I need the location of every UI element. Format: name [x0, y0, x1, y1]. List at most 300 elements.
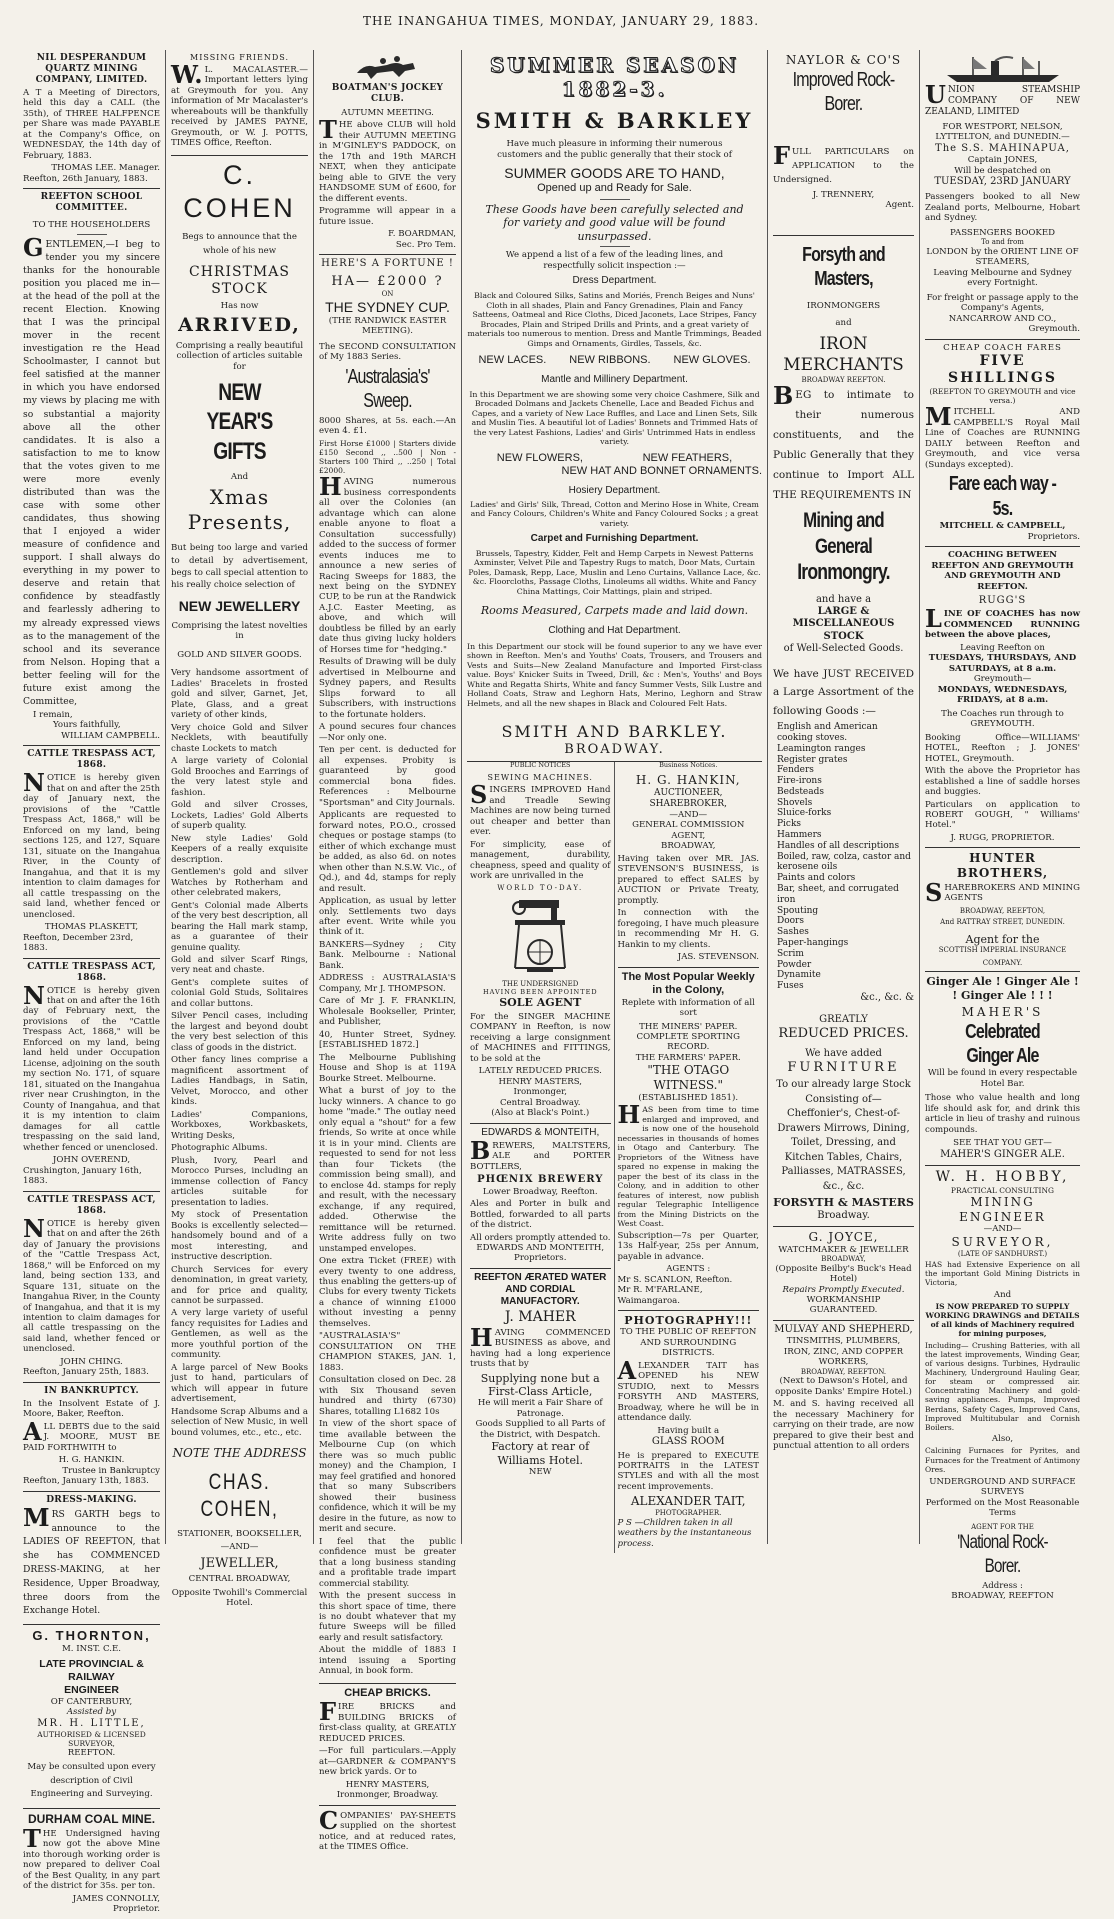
ad-line: All orders promptly attended to.	[470, 1232, 611, 1243]
ad-line: Xmas Presents,	[187, 485, 292, 534]
ad-line: ON	[381, 290, 394, 299]
ad-body: HAVING COMMENCED BUSINESS as above, and having had a long experience trusts that by	[470, 1322, 611, 1370]
goods-list-item: Register grates	[777, 754, 848, 765]
ad-body: Consultation closed on Dec. 28 with Six Thousand seven hundred and thirty (6730) Shares, totalling L1682 10s	[319, 1375, 456, 1417]
ad-title: CATTLE TRESPASS ACT, 1868.	[27, 749, 156, 771]
missing-friends-ad	[171, 50, 308, 156]
ad-body: HAS been from time to time enlarged and improved, and is now one of the household necessaries in thousands of homes in Otago and Canterbury. The Proprietors of the Witness have spared no expense in making the paper the best of its class in the Colony, and in addition to other features of interest, now publish regular Telegraphic Intelligence from the Mining Districts on the West Coast.	[617, 1100, 759, 1229]
ad-line: NEW	[528, 1467, 552, 1478]
ad-line: NOTE THE ADDRESS	[172, 1446, 307, 1461]
ad-line: &c., &c. &	[860, 992, 914, 1004]
edwards-monteith-ad	[470, 1124, 611, 1269]
ad-line: SOLE AGENT	[499, 996, 582, 1010]
ad-line: —AND—	[669, 809, 708, 820]
column-6	[920, 50, 1085, 1602]
ad-line: IRONMONGERS	[806, 301, 881, 312]
maher-cordial-ad	[470, 1269, 611, 1482]
ad-line: Repairs Promptly Executed.	[782, 1284, 905, 1295]
ad-line: 'Australasia's' Sweep.	[345, 365, 430, 413]
ad-body: Black and Coloured Silks, Satins and Moriés, French Beiges and Nuns' Cloth in all shades, Plain and Fancy Grenadines, Plain and Fancy Satteens, Oatmeal and Rice Cloths, Diced Jaconets, Lace Stripes, Fancy Brocades, Plain and Striped Drills and Prints, and a great variety of materials too numerous to mention. Dress and Mantle Trimmings, Beaded Gimps and Ornaments, Girdles, Tassels, &c.	[467, 291, 762, 348]
ad-body: W.L. MACALASTER.—Important letters lying at Greymouth for you. Any information of Mr Macalaster's whereabouts will be thankfully received by JAMES PAYNE, Greymouth, or W. J. POTTS, TIMES Office, Reefton.	[171, 59, 308, 149]
ad-body: In connection with the foregoing, I have much pleasure in recommending Mr H. G. Hankin to my clients.	[617, 908, 759, 950]
ad-line: Has now	[220, 300, 259, 311]
ad-role: Sec. Pro Tem.	[395, 239, 456, 250]
ad-line: P S —Children taken in all weathers by the instantaneous process.	[617, 1517, 752, 1549]
ad-line: THE UNDERSIGNED	[502, 980, 579, 989]
ad-body: May be consulted upon every description of Civil Engineering and Surveying.	[27, 1761, 156, 1800]
ad-line: BROADWAY, REEFTON.	[800, 1367, 887, 1376]
ad-name: J. MAHER	[504, 1308, 576, 1325]
column-1	[18, 50, 166, 1915]
ad-date: Reefton, January 25th, 1883.	[23, 1367, 149, 1378]
ad-line: PHŒNIX BREWERY	[477, 1174, 604, 1186]
forsyth-masters-ad	[773, 236, 914, 1227]
ad-line: FURNITURE	[787, 1060, 900, 1076]
ad-body: Subscription—7s per Quarter, 13s Half-year, 25s per Annum, payable in advance.	[617, 1230, 759, 1262]
ad-paragraph: New style Ladies' Gold Keepers of a really exquisite description.	[171, 833, 308, 865]
ad-body: In the Insolvent Estate of J. Moore, Baker, Reefton.	[23, 1398, 160, 1420]
ad-title: UNION STEAMSHIP COMPANY OF NEW ZEALAND, LIMITED	[925, 80, 1080, 117]
cohen-ad	[171, 156, 308, 1613]
ad-body: NOTICE is hereby given that on and after the 25th day of January next, the provisions of the "Cattle Trespass Act, 1868," will be Enforced on my land, being sections 125, and 127, Square 131, situate on the Inangahua River, in the County of Inangahua, and that it is my intention to claim damages for all cattle trespassing on the said land, whether fenced or unenclosed.	[23, 768, 160, 920]
ad-paragraph: Gent's complete suites of colonial Gold Studs, Solitaires and collar buttons.	[171, 977, 308, 1009]
ad-line: Greymouth.	[1028, 324, 1080, 335]
goods-list-item: Picks	[777, 819, 802, 830]
ad-body: IS NOW PREPARED TO SUPPLY WORKING DRAWINGS and DETAILS of all kinds of Machinery required for mining purposes,	[925, 1302, 1080, 1339]
goods-list-item: English and American cooking stoves.	[777, 722, 878, 743]
ad-line-row	[467, 452, 762, 465]
ad-line: BROADWAY,	[661, 841, 716, 852]
ad-line: He will merit a Fair Share of Patronage.	[477, 1398, 603, 1419]
ad-line: To and from	[981, 238, 1024, 247]
ad-body: NOTICE is hereby given that on and after the 16th day of February next, the provisions of the "Cattle Trespass Act, 1868," will be Enforced on my land, being land held under Occupation License, adjoining on the south my section No. 171, of square 181, situated on the Inangahua river near Crushington, in the County of Inangahua, and that it is my intention to claim damages for all cattle trespassing on the said land, whether fenced or unenclosed.	[23, 980, 160, 1153]
ad-paragraph: A large parcel of New Books just to hand, particulars of which will appear in future advertisement,	[171, 1362, 308, 1405]
ad-name: FORSYTH & MASTERS	[773, 1196, 914, 1210]
goods-list-item: Paper-hangings	[777, 938, 849, 949]
ad-paragraph: Plush, Ivory, Pearl and Morocco Purses, including an immense collection of Fancy articles suitable for presentation to ladies.	[171, 1155, 308, 1208]
ad-body: Programme will appear in a future issue.	[319, 206, 456, 227]
ad-title: CATTLE TRESPASS ACT, 1868.	[27, 961, 156, 983]
ad-section: Mantle and Millinery Department.	[541, 373, 688, 385]
ad-body: A T a Meeting of Directors, held this day a CALL (the 35th), of THREE HALFPENCE per Share was made PAYABLE at the Company's Office, on WEDNESDAY, the 14th day of February, 1883.	[23, 87, 160, 161]
goods-list-item: Fire-irons	[777, 776, 822, 787]
ad-line: Will be found in every respectable Hotel Bar.	[927, 1068, 1078, 1089]
ad-paragraph: Very handsome assortment of Ladies' Bracelets in frosted gold and silver, Garnet, Jet, Plate, Glass, and a great variety of other kinds,	[171, 668, 308, 721]
householders-ad	[23, 189, 160, 746]
goods-list-item: Doors	[777, 916, 804, 927]
ad-name: Improved Rock-Borer.	[792, 68, 895, 116]
ad-body: In view of the short space of time available between the Melbourne Cup (on which there was so much public money) and the Champion, I may feel gratified and honored that so many Subscribers showed their business confidence, which it will be my desire in the future, as now to merit and secure.	[319, 1419, 456, 1535]
ad-line: UNDERGROUND AND SURFACE SURVEYS	[929, 1476, 1076, 1498]
ad-body: COMPANIES' PAY-SHEETS supplied on the shortest notice, and at reduced rates, at the TIMES Office.	[319, 1805, 456, 1853]
ad-line: Lower Broadway, Reefton.	[482, 1186, 598, 1197]
ad-line: WATCHMAKER & JEWELLER	[778, 1244, 909, 1255]
ad-line: Mr R. M'FARLANE, Waimangaroa.	[617, 1285, 703, 1306]
ad-name: EDWARDS & MONTEITH,	[481, 1126, 600, 1138]
ad-line-row	[467, 354, 762, 367]
ad-line: STATIONER, BOOKSELLER,	[177, 1528, 302, 1539]
goods-list-item: Fenders	[777, 765, 814, 776]
ad-body: SHAREBROKERS AND MINING AGENTS	[925, 877, 1080, 907]
ad-line: COMPLETE SPORTING RECORD.	[636, 1032, 740, 1053]
ad-line: LATE PROVINCIAL & RAILWAY	[39, 1658, 144, 1684]
ad-line: AUTHORISED & LICENSED SURVEYOR,	[37, 1729, 146, 1749]
ad-title: BOATMAN'S JOCKEY CLUB.	[331, 83, 444, 104]
ad-title: SEWING MACHINES.	[487, 773, 593, 783]
ad-line: NEW FLOWERS,	[496, 451, 583, 464]
ad-title: DRESS-MAKING.	[46, 1494, 137, 1505]
ad-body: He is prepared to EXECUTE PORTRAITS in the LATEST STYLES and with all the most recent improvements.	[617, 1450, 759, 1492]
ad-name: SMITH AND BARKLEY.	[501, 722, 728, 742]
ad-line: These Goods have been carefully selected and for variety and good value will be found unsurpassed.	[485, 202, 744, 243]
ad-line: Goods Supplied to all Parts of the District, with Despatch.	[475, 1419, 605, 1440]
ad-signature: H. G. HANKIN.	[58, 1455, 125, 1466]
ad-line: TO THE PUBLIC OF REEFTON AND SURROUNDING DISTRICTS.	[620, 1327, 757, 1359]
ad-line: NAYLOR & CO'S	[785, 53, 902, 67]
ad-line: and have a	[815, 594, 872, 606]
ad-line: HAVING BEEN APPOINTED	[482, 987, 598, 996]
ad-role: Proprietor.	[112, 1904, 160, 1915]
ad-line: of Well-Selected Goods.	[783, 642, 904, 654]
ad-body: Those who value health and long life should ask for, and drink this article in lieu of trashy and ruinous compounds.	[925, 1093, 1080, 1135]
ad-body: "AUSTRALASIA'S" CONSULTATION ON THE CHAMPION STAKES, JAN. 1, 1883.	[319, 1331, 456, 1373]
ad-line: Replete with information of all sort	[621, 997, 755, 1019]
ad-line: THE FARMERS' PAPER.	[635, 1052, 741, 1063]
ad-name: Forsyth and Masters,	[802, 243, 885, 291]
ad-line: CENTRAL BROADWAY,	[188, 1574, 291, 1585]
ad-body: NOTICE is hereby given that on and after the 26th day of January the provisions of the "Cattle Trespass Act, 1868," will be Enforced on my land, being section 133, and Square 131, situate on the Inangahua River, in the County of Inangahua, and that it is my intention to claim damages for all cattle trespassing on the said land, whether fenced or unenclosed.	[23, 1213, 160, 1355]
ad-line: Factory at rear of Williams Hotel.	[491, 1440, 590, 1467]
bankruptcy-ad	[23, 1383, 160, 1492]
ad-body: Applicants are requested to forward notes, P.O.O., crossed cheques or postage stamps (to either of which exchange must be added, as also 6d. on notes when other than N.S.W. Vic., of Qd.), and 4d, stamps for reply and result.	[319, 810, 456, 894]
ad-title: COACHING BETWEEN REEFTON AND GREYMOUTH AND GREYMOUTH AND REEFTON.	[931, 550, 1074, 592]
ad-date: Reefton, 26th January, 1883.	[23, 173, 148, 184]
ad-line: AGENTS :	[666, 1264, 711, 1275]
goods-list-item: Hammers	[777, 830, 822, 841]
ad-line: Having built a	[657, 1425, 720, 1436]
ad-body: Ales and Porter in bulk and Bottled, forwarded to all parts of the district.	[470, 1199, 611, 1231]
cheap-bricks-ad	[319, 1684, 456, 1806]
ad-name: SMITH & BARKLEY	[475, 107, 754, 133]
cattle-trespass-ad-1	[23, 746, 160, 958]
ad-signature: WILLIAM CAMPBELL.	[61, 730, 160, 741]
ad-line: Ironmongry.	[797, 559, 890, 585]
ad-body: Calcining Furnaces for Pyrites, and Furnaces for the Treatment of Antimony Ores.	[925, 1446, 1080, 1474]
ad-line: TUESDAYS, THURSDAYS, AND SATURDAYS, at 8 a.m.	[928, 653, 1077, 674]
ad-body: With the present success in this short space of time, there is no doubt whatever that my future Sweeps will be filled early and result satisfactory.	[319, 1591, 456, 1643]
ad-line: and	[835, 317, 852, 328]
section-label: PUBLIC NOTICES	[509, 761, 571, 770]
ad-body: HAS had Extensive Experience on all the important Gold Mining Districts in Victoria,	[925, 1260, 1080, 1288]
ad-body: A pound secures four chances—Nor only one.	[319, 722, 456, 743]
ad-date: Reefton, January 13th, 1883.	[23, 1476, 149, 1487]
ad-signature: JOHN OVEREND,	[52, 1155, 131, 1166]
ad-body: 8000 Shares, at 5s. each.—An even 4. £1.	[319, 415, 456, 437]
ad-body: Including— Crushing Batteries, with all the latest improvements, Winding Gear, of various designs. Turbines, Hydraulic Machinery, Underground Hauling Gear, for steam or compressed air. Concentrating Machinery and gold-saving appliances. Pumps, Improved Berdans, Safety Cages, Improved Cans, Improved Multitubular and Cornish Boilers.	[925, 1340, 1080, 1432]
ad-name: "THE OTAGO WITNESS."	[647, 1063, 730, 1093]
ad-line: MAHER'S	[961, 1005, 1044, 1019]
section-label: Business Notices.	[659, 761, 718, 770]
ad-line: SCOTTISH IMPERIAL INSURANCE	[938, 946, 1067, 955]
ad-body: MRS GARTH begs to announce to the LADIES OF REEFTON, that she has COMMENCED DRESS-MAKING, at her Residence, Upper Broadway, three doors from the Exchange Hotel.	[23, 1502, 160, 1617]
ad-line: And RATTRAY STREET, DUNEDIN.	[940, 918, 1065, 927]
ad-line: Ironmonger,	[513, 1087, 568, 1098]
ad-body: ALEXANDER TAIT has OPENED his NEW STUDIO, next to Messrs FORSYTH AND MASTERS, Broadway, where he will be in attendance daily.	[617, 1355, 759, 1424]
ad-line: BROADWAY.	[564, 741, 665, 757]
ad-line: JEWELLER,	[200, 1555, 279, 1571]
ad-title: DURHAM COAL MINE.	[27, 1812, 156, 1826]
ad-line: Rooms Measured, Carpets made and laid down.	[480, 604, 749, 617]
ad-signature: JAMES CONNOLLY,	[72, 1893, 160, 1904]
ad-paragraph: Gold and silver Scarf Rings, very neat and chaste.	[171, 954, 308, 976]
ad-name: 'National Rock-Borer.	[957, 1532, 1048, 1577]
ad-line: EDWARDS AND MONTEITH, Proprietors.	[476, 1242, 605, 1264]
ad-line: Agent for the	[965, 932, 1040, 946]
naylor-rockborer-ad	[773, 50, 914, 236]
ad-body: Ten per cent. is deducted for all expenses. Probity is guaranteed by good commercial bona fides. References : Melbourne "Sportsman" and City Journals.	[319, 745, 456, 808]
ad-line: Leaving Melbourne and Sydney every Fortnight.	[933, 267, 1072, 289]
ad-name: G. JOYCE,	[808, 1229, 879, 1244]
ad-body: SINGERS IMPROVED Hand and Treadle Sewing Machines are now being turned out cheaper and better than ever.	[470, 780, 611, 838]
ad-sub: M. INST. C.E.	[61, 1643, 121, 1654]
columns	[18, 50, 1106, 1915]
ad-date: Reefton, December 23rd, 1883.	[23, 932, 134, 954]
ad-closing: I remain,	[33, 709, 73, 720]
ad-line: NEW FEATHERS,	[642, 451, 733, 464]
dressmaking-ad	[23, 1492, 160, 1625]
ad-line: NEW YEAR'S GIFTS	[206, 378, 273, 465]
goods-list-item: Shovels	[777, 797, 813, 808]
ad-body: MITCHELL AND CAMPBELL'S Royal Mail Line of Coaches are RUNNING DAILY between Reefton and Greymouth, and vice versa (Sundays excepted).	[925, 402, 1080, 470]
ad-subtitle: AUTUMN MEETING.	[341, 107, 434, 118]
goods-list-item: Sluice-forks	[777, 808, 832, 819]
ad-line: Performed on the Most Reasonable Terms	[925, 1497, 1080, 1519]
ad-closing: Yours faithfully,	[53, 720, 121, 731]
ad-line: Captain JONES,	[967, 155, 1038, 166]
ad-line: FOR WESTPORT, NELSON, LYTTELTON, and DUNEDIN.—	[935, 121, 1070, 143]
ad-line: Comprising the latest novelties in	[171, 620, 308, 642]
ad-line: GLASS ROOM	[651, 1436, 725, 1448]
cheap-coach-ad	[925, 340, 1080, 548]
ad-line: Central Broadway.	[499, 1097, 581, 1108]
divider	[600, 246, 630, 247]
ad-line: Fare each way - 5s.	[948, 473, 1057, 520]
ad-line: LONDON by the ORIENT LINE OF STEAMERS,	[926, 246, 1079, 268]
ad-line: HENRY MASTERS,	[498, 1076, 583, 1087]
ad-line: GREATLY	[819, 1014, 868, 1026]
ad-line: PASSENGERS BOOKED	[950, 227, 1055, 238]
ad-body: In this Department our stock will be found superior to any we have ever shown in Reefton. Men's and Youths' Coats, Trousers, and Trousers and Vests and Suits—New Zealand Manufacture and Imported First-class value. Boys' Knicker Suits in Tweed, Drill, &c : Men's, Youths' and Boys White and Regatta Shirts, White and fancy Summer Vests, Silk Lustre and Holland Coats, Straw and Leghorn Hats, Merino, Leghorn and Straw Helmets, and all the new shapes in Black and Coloured Felt Hats.	[467, 641, 762, 708]
ad-section: Hosiery Department.	[568, 484, 661, 496]
ad-line: (REEFTON TO GREYMOUTH and vice versa.)	[929, 387, 1076, 406]
ad-name: W. H. HOBBY,	[935, 1168, 1070, 1185]
ad-line: LARGE & MISCELLANEOUS STOCK	[792, 606, 895, 642]
ad-title: NIL DESPERANDUM QUARTZ MINING COMPANY, LIMITED.	[35, 53, 148, 85]
ad-line: NEW LACES.	[478, 354, 547, 367]
ad-line: BROADWAY REEFTON.	[801, 375, 886, 384]
cattle-trespass-ad-2	[23, 959, 160, 1192]
ad-paragraph: Handsome Scrap Albums and a selection of New Music, in well bound volumes, etc., etc., etc.	[171, 1406, 308, 1438]
sewing-machine-icon	[470, 894, 611, 978]
ad-name: G. THORNTON,	[32, 1628, 151, 1644]
ad-title: REEFTON SCHOOL COMMITTEE.	[40, 192, 143, 214]
ad-line: MONDAYS, WEDNESDAYS, FRIDAYS, at 8 a.m.	[937, 684, 1068, 706]
ad-line: NEW RIBBONS.	[569, 354, 651, 367]
ad-section: Clothing and Hat Department.	[548, 625, 681, 637]
ad-line: THE SYDNEY CUP.	[325, 298, 450, 315]
ad-body: With the above the Proprietor has established a line of saddle horses and buggies.	[925, 766, 1080, 798]
ad-body: HAVING numerous business correspondents all over the Colonies (an advantage which can alone enable anyone to float a Consultation successfully) added to the success of former events induces me to announce a new series of Racing Sweeps for 1883, the next being on the SYDNEY CUP, to be run at the Randwick A.J.C. Easter Meeting, as above, and which will doubtless be filled by an early date thus giving lucky holders of Horses time for "hedging."	[319, 472, 456, 655]
ad-section: Carpet and Furnishing Department.	[530, 533, 699, 545]
ad-line: ARRIVED,	[178, 314, 301, 337]
ad-body: What a burst of joy to the lucky winners. A chance to go home "made." The outlay need only equal a "shout" for a few friends, So write at once while it is in your mind. Clients are requested to send for not less than four Tickets (the commission being small), and to enclose 4d. stamps for reply and result, with the necessary exchange, if any required, added. Otherwise the remittance will be returned. Write address fully on two unstamped envelopes.	[319, 1086, 456, 1254]
ad-line: For freight or passage apply to the Company's Agents,	[926, 292, 1079, 314]
ad-body: About the middle of 1883 I intend issuing a Sporting Annual, in book form.	[319, 1645, 456, 1677]
hobby-ad	[925, 1166, 1080, 1606]
ad-name: HUNTER BROTHERS,	[956, 851, 1049, 881]
goods-list-item: Scrim	[777, 948, 804, 959]
ad-line: Have much pleasure in informing their numerous customers and the public generally that their stock of	[497, 139, 732, 160]
ad-line: IRON MERCHANTS	[783, 334, 904, 376]
ad-signature: JOHN CHING.	[60, 1356, 123, 1367]
ad-paragraph: A large variety of Colonial Gold Brooches and Earrings of the very latest style and fashion.	[171, 756, 308, 798]
ad-line: MINING ENGINEER	[959, 1195, 1046, 1224]
mulvay-ad	[773, 1321, 914, 1458]
ad-line: AGENT FOR THE	[971, 1522, 1034, 1531]
ad-line: REDUCED PRICES.	[778, 1026, 909, 1042]
ad-title: CATTLE TRESPASS ACT, 1868.	[27, 1194, 156, 1216]
ad-line: Ginger Ale ! Ginger Ale ! ! Ginger Ale ! ! !	[926, 975, 1079, 1002]
ad-line: Assisted by	[66, 1707, 117, 1718]
goods-list-item: Leamington ranges	[777, 743, 866, 754]
ad-line: SURVEYOR,	[951, 1234, 1054, 1249]
ad-body: The Melbourne Publishing House and Shop is at 119A Bourke Street. Melbourne.	[319, 1052, 456, 1084]
ad-subtitle: TO THE HOUSEHOLDERS	[32, 220, 151, 231]
masthead: THE INANGAHUA TIMES, MONDAY, JANUARY 29, 1883.	[362, 14, 760, 28]
ad-body: But being too large and varied to detail by advertisement, begs to call special attention to his really choice selection of	[171, 543, 308, 591]
ad-paragraph: Church Services for every denomination, in great variety, and for price and quality, cannot be surpassed.	[171, 1264, 308, 1306]
ad-signature: F. BOARDMAN,	[388, 229, 456, 240]
goods-list-item: Handles of all descriptions	[777, 840, 900, 851]
ad-body: One extra Ticket (FREE) with every twenty to one address, thus enabling the getters-up of Clubs for every twenty Tickets a chance of winning £1000 without investing a penny themselves.	[319, 1256, 456, 1329]
ad-signature: HENRY MASTERS, Ironmonger, Broadway.	[336, 1779, 439, 1801]
ad-title: The Most Popular Weekly in the Colony,	[621, 970, 755, 997]
ad-line: BROADWAY, REEFTON,	[959, 906, 1046, 915]
hankin-ad	[618, 770, 760, 967]
ad-line: Broadway.	[817, 1209, 870, 1221]
ad-body: For the SINGER MACHINE COMPANY in Reefton, is now receiving a large consignment of MACHINES and FITTINGS, to be sold at the	[470, 1011, 611, 1064]
ad-paragraph: Other fancy lines comprise a magnificent assortment of Ladies Handbags, in Satin, Velvet, Morocco, and other kinds.	[171, 1055, 308, 1108]
ad-paragraph: A very large variety of useful fancy requisites for Ladies and Gentlemen, as well as the more youthful portion of the community.	[171, 1308, 308, 1361]
ad-paragraph: Gent's Colonial made Alberts of the very best description, all bearing the Hall mark stamp, as a guarantee of their genuine quality.	[171, 900, 308, 953]
smith-barkley-ad	[467, 50, 762, 762]
ad-line: CHEAP COACH FARES	[943, 342, 1062, 353]
goods-list-item: Sashes	[777, 927, 809, 938]
ad-line: We append a list of a few of the leading lines, and respectfully solicit inspection :—	[505, 250, 724, 271]
ad-line: RUGG'S	[978, 595, 1027, 607]
ad-body: I feel that the public confidence must be greater that a long business standing and a profitable trade impart commercial stability.	[319, 1536, 456, 1589]
goods-list	[773, 722, 914, 992]
goods-list-item: Powder	[777, 959, 812, 970]
ad-body: BEG to intimate to their numerous constituents, and the Public Generally that they continue to Import ALL THE REQUIREMENTS IN	[773, 381, 914, 502]
ad-line: COMPANY.	[982, 958, 1023, 967]
hunter-brothers-ad	[925, 848, 1080, 972]
ad-signature: JAS. STEVENSON.	[677, 952, 759, 963]
column-5	[768, 50, 920, 1544]
ad-line: Supplying none but a First-Class Article,	[480, 1371, 600, 1398]
ad-line: Leaving Reefton on	[960, 642, 1045, 653]
ad-body: To our already large Stock Consisting of— Cheffonier's, Chest-of-Drawers Mirrows, Dining, Toilet, Dressing, and Kitchen Tables, Chairs, Palliasses, MATRASSES, &c., &c.	[776, 1079, 911, 1192]
jockey-club-ad	[319, 50, 456, 255]
ad-line: NEW GLOVES.	[673, 354, 751, 367]
ad-line: MR. H. LITTLE,	[37, 1717, 146, 1729]
ad-line: MAHER'S GINGER ALE.	[940, 1148, 1065, 1160]
ad-date: Crushington, January 16th, 1883.	[23, 1165, 142, 1187]
ad-body: Application, as usual by letter only. Settlements two days after event. Write while you think of it.	[319, 896, 456, 938]
ad-body: FIRE BRICKS and BUILDING BRICKS of first-class quality, at GREATLY REDUCED PRICES.	[319, 1697, 456, 1744]
ad-role: Proprietors.	[1027, 531, 1080, 542]
ad-line: (Next to Dawson's Hotel, and opposite Danks' Empire Hotel.)	[775, 1376, 912, 1397]
ad-line: Begs to announce that the whole of his new	[182, 231, 297, 257]
sweep-ad	[319, 255, 456, 1684]
ad-body: ALL DEBTS due to the said J. MOORE, MUST BE PAID FORTHWITH to	[23, 1416, 160, 1453]
ad-body: Having taken over MR. JAS. STEVENSON'S BUSINESS, is prepared to effect SALES by AUCTION or Private Treaty, promptly.	[617, 853, 759, 906]
ad-body: Booking Office—WILLIAMS' HOTEL, Reefton ; J. JONES' HOTEL, Greymouth.	[925, 732, 1080, 764]
ad-line: Address :	[982, 1580, 1023, 1591]
ad-line: Will be despatched on	[954, 165, 1051, 176]
ad-line: (THE RANDWICK EASTER MEETING).	[328, 315, 447, 337]
ad-name: Celebrated Ginger Ale	[965, 1020, 1040, 1068]
ad-paragraph: My stock of Presentation Books is excellently selected—handsomely bound and of a most interesting, and instructive description.	[171, 1210, 308, 1263]
ad-body: The SECOND CONSULTATION of My 1883 Series.	[319, 341, 456, 363]
ad-body: We have JUST RECEIVED a Large Assortment of the following Goods :—	[773, 667, 914, 717]
ad-line: BROADWAY, REEFTON	[951, 1591, 1054, 1602]
business-notices	[615, 762, 763, 1553]
ad-title: IN BANKRUPTCY.	[44, 1385, 139, 1396]
steamship-icon	[925, 55, 1080, 83]
ad-body: LINE OF COACHES has now COMMENCED RUNNING between the above places,	[925, 604, 1080, 641]
durham-coal-ad	[23, 1809, 160, 1919]
ad-line: TUESDAY, 23RD JANUARY	[934, 176, 1071, 188]
ad-line: And	[993, 1289, 1012, 1300]
column-2	[166, 50, 314, 1609]
ad-line: (ESTABLISHED 1851).	[638, 1092, 739, 1103]
ad-body: Results of Drawing will be duly advertised in Melbourne and Sydney papers, and Results Slips forward to all Subscribers, with instructions to the fortunate holders.	[319, 657, 456, 720]
ad-line: Comprising a really beautiful collection of articles suitable for	[175, 340, 304, 372]
ad-paragraph: Silver Pencil cases, including the largest and beyond doubt the very best selection of this class of goods in the district.	[171, 1011, 308, 1053]
ad-line: (Opposite Beilby's Buck's Head Hotel)	[775, 1263, 912, 1285]
goods-list-item: Bedsteads	[777, 786, 825, 797]
ad-line: (LATE OF SANDHURST.)	[957, 1249, 1048, 1258]
ad-line: Opened up and Ready for Sale.	[537, 182, 692, 195]
ad-line: The Coaches run through to GREYMOUTH.	[941, 708, 1064, 730]
ad-line: AUCTIONEER, SHAREBROKER,	[649, 788, 728, 809]
ad-body: GENTLEMEN,—I beg to tender you my sincere thanks for the honourable position you placed me in—at the head of the poll at the recent Election. Knowing that I was the principal mover in the recent investigation re the Head Schoolmaster, I cannot but feel satisfied at the manner in which you have endorsed my views by placing me with so substantial a majority above all the other candidates. It is also a satisfaction to me to know that the votes given to me were more evenly distributed than was the case with some other candidates, thus showing that I enjoyed a wider measure of confidence and support. I shall always do everything in my power to deserve and retain that confidence by steadfastly and fearlessly adhering to my already expressed views as to the management of the school and its severance from Nelson. Hoping that a better feeling will for the future exist among the Committee,	[23, 232, 160, 707]
ad-line: —AND—	[220, 1542, 259, 1553]
ad-line: REEFTON.	[67, 1748, 116, 1759]
ad-role: Trustee in Bankruptcy	[62, 1465, 160, 1476]
ad-line: SUMMER GOODS ARE TO HAND,	[504, 165, 725, 182]
ad-signature: THOMAS PLASKETT,	[44, 922, 139, 933]
ad-banner: SUMMER SEASON 1882-3.	[489, 53, 740, 102]
joyce-ad	[773, 1227, 914, 1321]
ad-line: We have added	[805, 1048, 882, 1060]
ad-line: WORKMANSHIP GUARANTEED.	[806, 1295, 881, 1316]
ad-line: CHRISTMAS STOCK	[189, 263, 290, 297]
horse-racing-icon	[319, 55, 456, 81]
ad-signature: J. RUGG, PROPRIETOR.	[950, 832, 1055, 843]
ad-title: PHOTOGRAPHY!!!	[624, 1314, 753, 1328]
